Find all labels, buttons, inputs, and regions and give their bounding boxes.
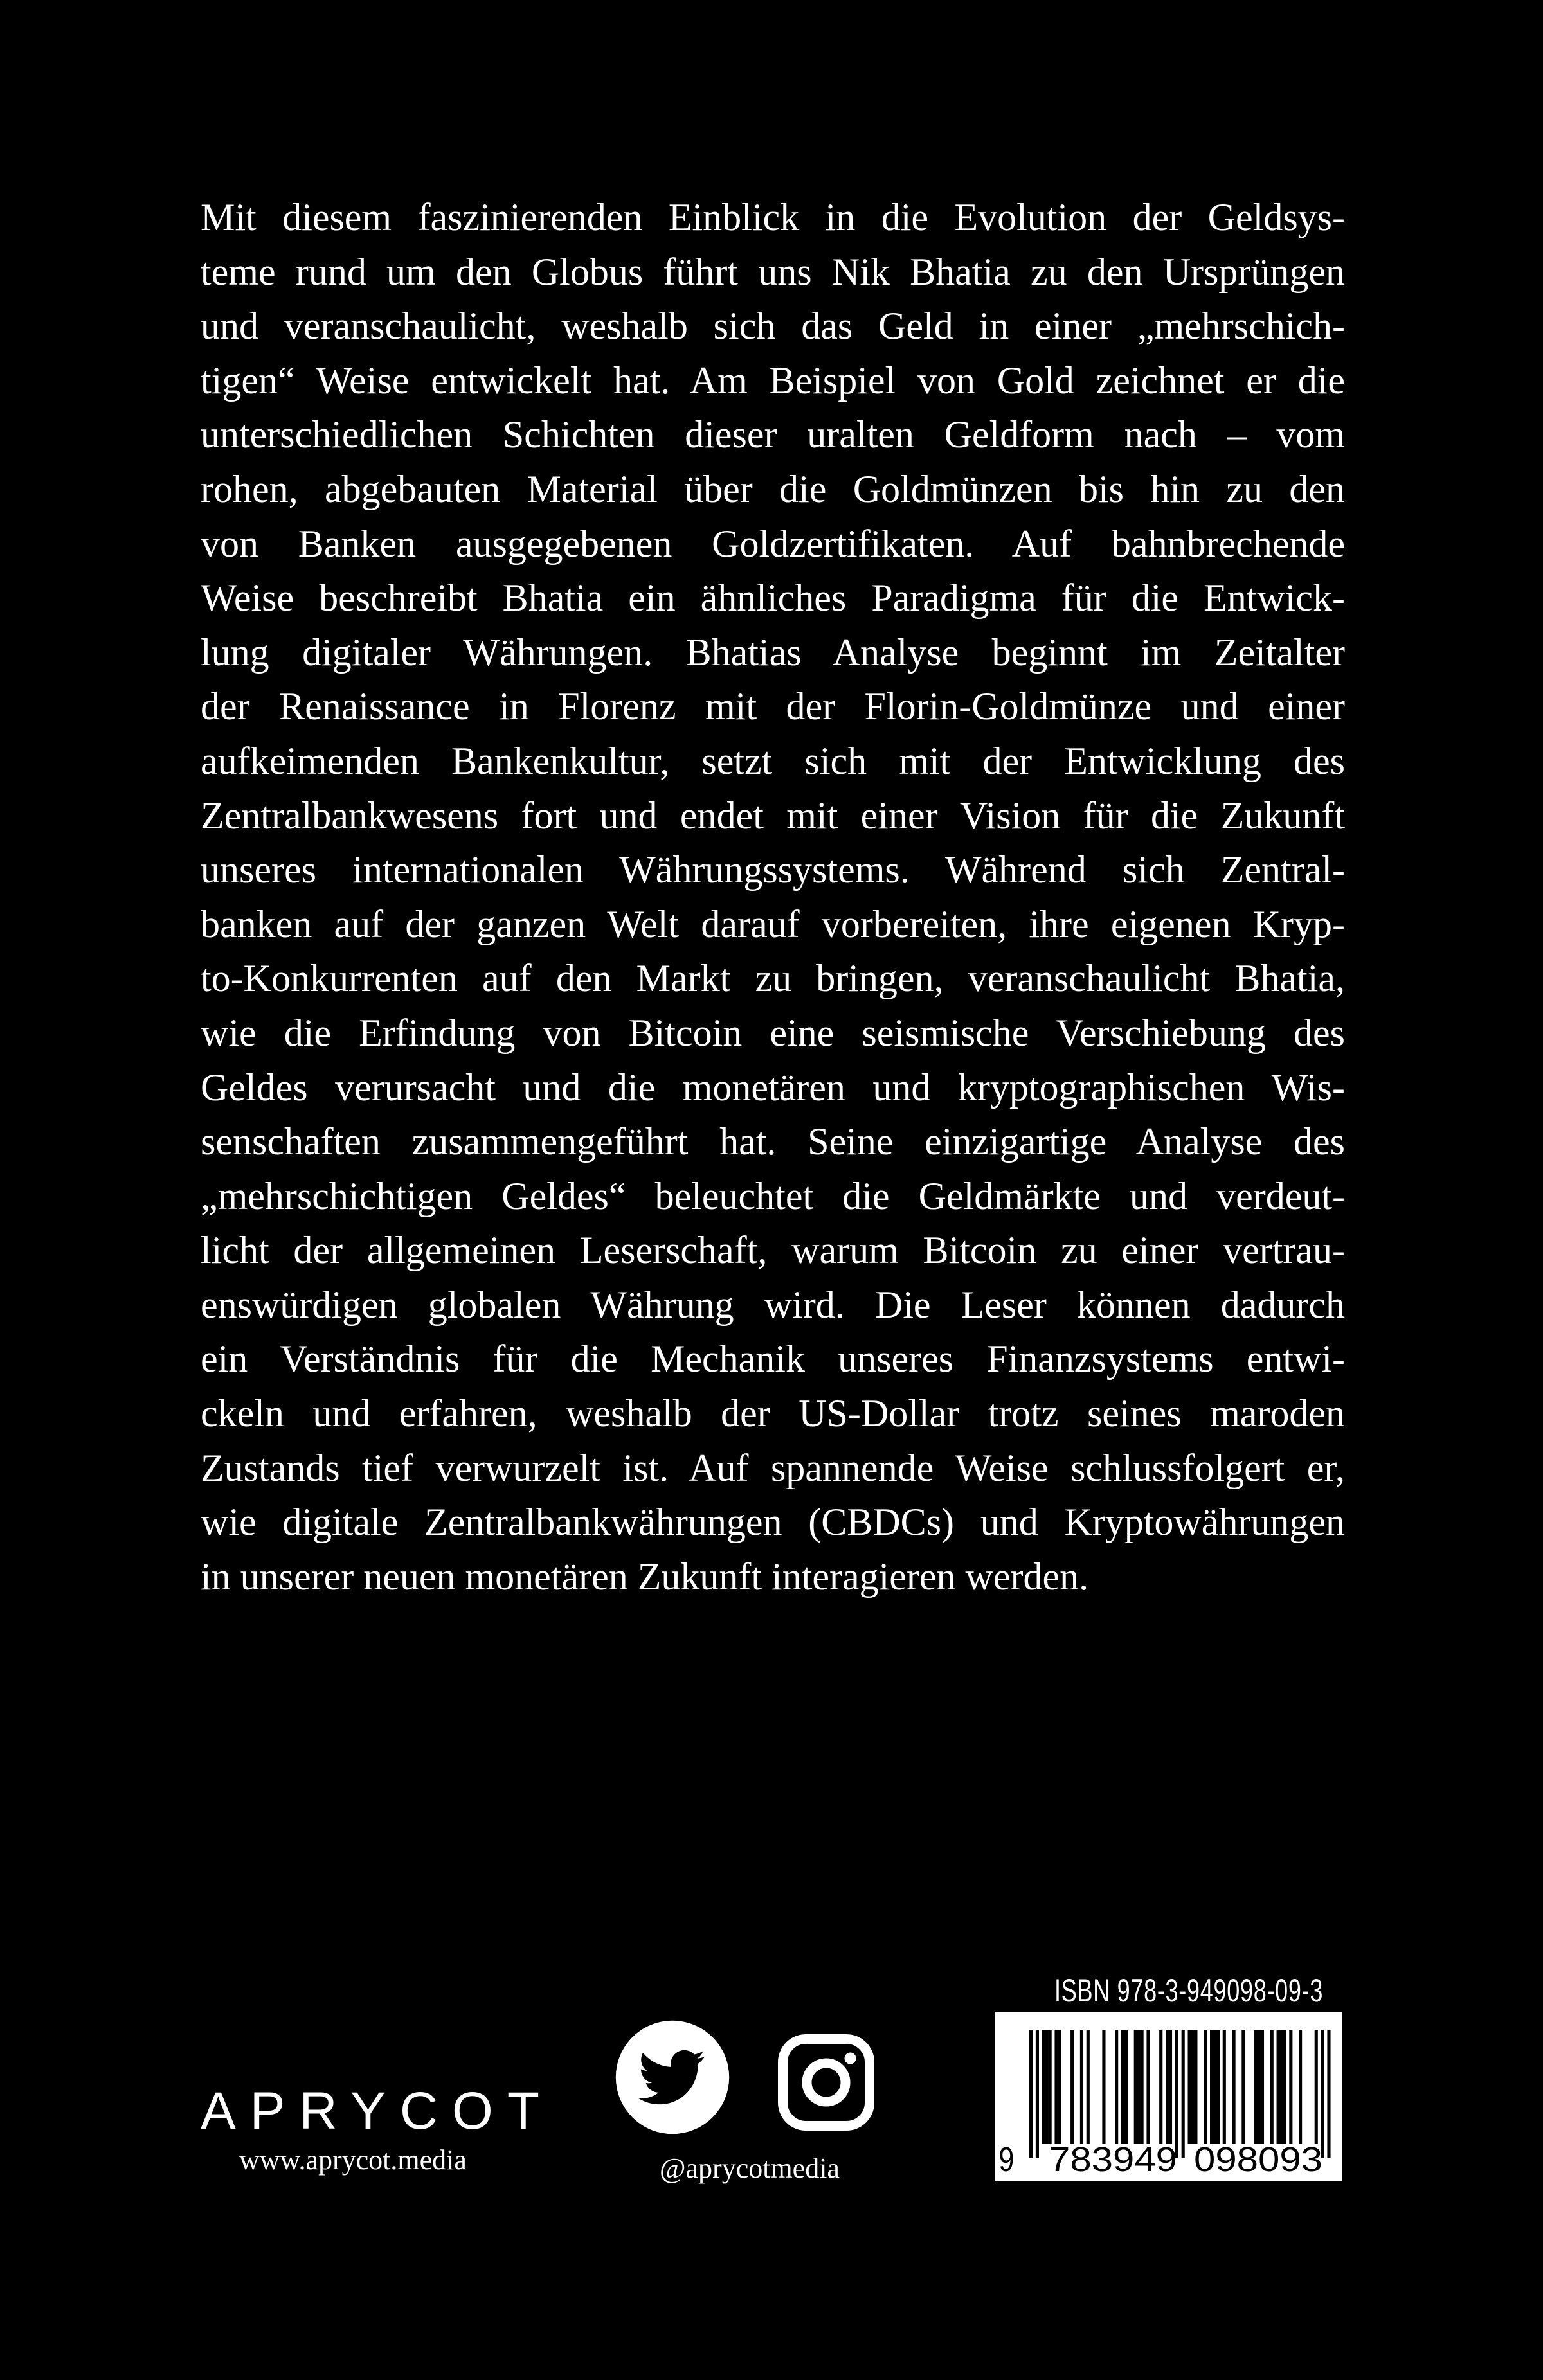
blurb-line: banken auf der ganzen Welt darauf vorbereiten, ihre eigenen Kryp- bbox=[201, 902, 1345, 945]
blurb-line: tigen“ Weise entwickelt hat. Am Beispiel von Gold zeichnet er die bbox=[201, 359, 1345, 402]
blurb-line: wie die Erfindung von Bitcoin eine seismische Verschiebung des bbox=[201, 1011, 1345, 1054]
blurb-line: und veranschaulicht, weshalb sich das Geld in einer „mehrschich- bbox=[201, 305, 1345, 348]
barcode-bar bbox=[1327, 2030, 1330, 2158]
instagram-icon bbox=[778, 2034, 874, 2131]
barcode-bar bbox=[1277, 2030, 1280, 2144]
barcode-bar bbox=[1146, 2030, 1150, 2144]
blurb-line: lung digitaler Währungen. Bhatias Analyse beginnt im Zeitalter bbox=[201, 631, 1345, 674]
blurb-line: Zustands tief verwurzelt ist. Auf spannende Weise schlussfolgert er, bbox=[201, 1446, 1345, 1489]
barcode-bar bbox=[1289, 2030, 1292, 2144]
barcode-bar bbox=[1115, 2030, 1118, 2144]
blurb-line: senschaften zusammengeführt hat. Seine einzigartige Analyse des bbox=[201, 1120, 1345, 1163]
blurb-line: to-Konkurrenten auf den Markt zu bringen, veranschaulicht Bhatia, bbox=[201, 957, 1345, 1000]
barcode-bar bbox=[1166, 2030, 1169, 2144]
isbn-label: ISBN 978-3-949098-09-3 bbox=[1054, 1973, 1324, 2009]
blurb-line: von Banken ausgegebenen Goldzertifikaten. Auf bahnbrechende bbox=[201, 522, 1345, 565]
publisher-website: www.aprycot.media bbox=[239, 2144, 467, 2176]
barcode-digit-first: 9 bbox=[998, 2140, 1015, 2179]
social-handle: @aprycotmedia bbox=[660, 2152, 840, 2184]
barcode-bar bbox=[1258, 2030, 1261, 2144]
barcode-bar bbox=[1102, 2030, 1105, 2144]
blurb-line: in unserer neuen monetären Zukunft interagieren werden. bbox=[201, 1555, 1089, 1598]
barcode-bar bbox=[1216, 2030, 1220, 2144]
publisher-logo: APRYCOT bbox=[201, 2082, 554, 2140]
blurb-line: ckeln und erfahren, weshalb der US-Dollar trotz seines maroden bbox=[201, 1392, 1345, 1435]
barcode-bar bbox=[1036, 2030, 1039, 2158]
barcode-bar bbox=[1049, 2030, 1052, 2144]
barcode-bar bbox=[1232, 2030, 1236, 2144]
barcode-bar bbox=[1194, 2030, 1197, 2144]
blurb-line: enswürdigen globalen Währung wird. Die Leser können dadurch bbox=[201, 1283, 1345, 1326]
blurb-line: ein Verständnis für die Mechanik unseres Finanzsystems entwi- bbox=[201, 1338, 1345, 1381]
barcode-bar bbox=[1182, 2030, 1185, 2158]
barcode-bar bbox=[1029, 2030, 1033, 2158]
barcode-bar bbox=[1223, 2030, 1226, 2144]
barcode-bar bbox=[1279, 2030, 1283, 2144]
ean-barcode-bars bbox=[995, 2012, 1342, 2181]
blurb-line: licht der allgemeinen Leserschaft, warum Bitcoin zu einer vertrau- bbox=[201, 1229, 1345, 1272]
barcode-bar bbox=[1070, 2030, 1074, 2144]
barcode-bar bbox=[1315, 2030, 1318, 2144]
blurb-line: Zentralbankwesens fort und endet mit einer Vision für die Zukunft bbox=[201, 794, 1345, 837]
blurb-line: der Renaissance in Florenz mit der Florin-Goldmünze und einer bbox=[201, 685, 1345, 728]
blurb-line: Geldes verursacht und die monetären und kryptographischen Wis- bbox=[201, 1066, 1345, 1109]
blurb-line: „mehrschichtigen Geldes“ beleuchtet die Geldmärkte und verdeut- bbox=[201, 1174, 1345, 1217]
back-cover-blurb bbox=[201, 190, 1345, 1604]
blurb-line: teme rund um den Globus führt uns Nik Bhatia zu den Ursprüngen bbox=[201, 250, 1345, 293]
blurb-line: Mit diesem faszinierenden Einblick in die Evolution der Geldsys- bbox=[201, 196, 1345, 238]
barcode-digits-right: 098093 bbox=[1194, 2140, 1322, 2179]
blurb-line: wie digitale Zentralbankwährungen (CBDCs) und Kryptowährungen bbox=[201, 1501, 1345, 1544]
barcode bbox=[995, 2012, 1342, 2181]
barcode-digits-left: 783949 bbox=[1049, 2140, 1177, 2179]
blurb-line: unseres internationalen Währungssystems. Während sich Zentral- bbox=[201, 848, 1345, 891]
barcode-bar bbox=[1299, 2030, 1302, 2144]
barcode-bar bbox=[1254, 2030, 1258, 2144]
barcode-bar bbox=[1213, 2030, 1216, 2144]
barcode-bar bbox=[1141, 2030, 1144, 2144]
barcode-bar bbox=[1175, 2030, 1178, 2158]
blurb-line: Weise beschreibt Bhatia ein ähnliches Paradigma für die Entwick- bbox=[201, 577, 1345, 620]
barcode-bar bbox=[1087, 2030, 1090, 2144]
blurb-line: rohen, abgebauten Material über die Goldmünzen bis hin zu den bbox=[201, 467, 1345, 510]
barcode-bar bbox=[1121, 2030, 1124, 2144]
barcode-bar bbox=[1124, 2030, 1128, 2144]
barcode-bar bbox=[1270, 2030, 1274, 2144]
barcode-bar bbox=[1241, 2030, 1245, 2144]
blurb-line: aufkeimenden Bankenkultur, setzt sich mit der Entwicklung des bbox=[201, 739, 1345, 782]
barcode-bar bbox=[1054, 2030, 1058, 2144]
barcode-bar bbox=[1159, 2030, 1162, 2144]
barcode-bar bbox=[1191, 2030, 1194, 2144]
barcode-bar bbox=[1261, 2030, 1264, 2144]
barcode-bar bbox=[1137, 2030, 1141, 2144]
barcode-bar bbox=[1042, 2030, 1045, 2144]
barcode-bar bbox=[1321, 2030, 1324, 2158]
barcode-bar bbox=[1204, 2030, 1207, 2144]
barcode-bar bbox=[1134, 2030, 1137, 2144]
barcode-bar bbox=[1045, 2030, 1049, 2144]
blurb-line: unterschiedlichen Schichten dieser uralten Geldform nach – vom bbox=[201, 413, 1345, 456]
barcode-bar bbox=[1210, 2030, 1213, 2144]
barcode-bar bbox=[1080, 2030, 1083, 2144]
barcode-bar bbox=[1058, 2030, 1061, 2144]
barcode-bar bbox=[1169, 2030, 1172, 2144]
twitter-icon bbox=[615, 2019, 730, 2135]
barcode-bar bbox=[1188, 2030, 1191, 2144]
barcode-bar bbox=[1283, 2030, 1286, 2144]
